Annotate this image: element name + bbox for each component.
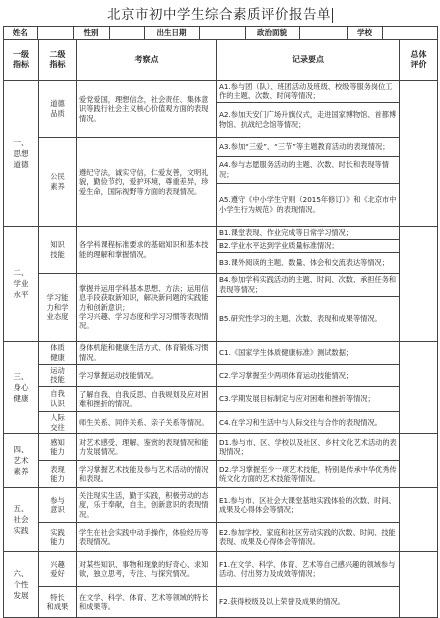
record-point: D1.参与市、区、学校以及社区、乡村文化艺术活动的表现情况； [217, 434, 400, 461]
sub-indicator: 自我 认识 [39, 387, 77, 412]
record-point: B5.研究性学习的主题、次数、表现和成果等情况。 [217, 296, 400, 341]
assessment-points: 身体机能和健康生活方式、体育锻炼习惯情况。 [77, 341, 217, 364]
assessment-points: 关注现实生活，勤于实践，积极劳动的态度，乐于奉献，自主，创新意识的表现情况。 [77, 488, 217, 523]
record-point: A1.参与团（队）、班团活动及班级、校级等服务岗位工作的主题、次数、时间等情况； [217, 81, 400, 103]
sub-indicator: 学习能 力和学 业态度 [39, 273, 77, 341]
table-row [4, 523, 438, 552]
table-row [4, 587, 438, 618]
header-row [4, 40, 438, 81]
overall-evaluation-cell[interactable] [400, 226, 438, 341]
assessment-points: 对艺术感受、理解、鉴赏的表现情况和能力发展情况。 [77, 434, 217, 461]
school-value[interactable] [382, 27, 437, 39]
table-row [4, 387, 438, 412]
record-point: E1.参与市、区社会大课堂基地实践体验的次数、时间、成果及心得体会等情况； [217, 488, 400, 523]
assessment-points: 学习掌握运动技能情况。 [77, 364, 217, 386]
sub-indicator: 人际 交往 [39, 412, 77, 434]
overall-evaluation-cell[interactable] [400, 81, 438, 227]
evaluation-table [3, 26, 438, 618]
info-row [4, 27, 438, 40]
table-row [4, 226, 438, 239]
record-point: A2.参加天安门广场升旗仪式，走进国家博物馆、首都博物馆、抗战纪念馆等情况； [217, 102, 400, 137]
assessment-points: 掌握并运用学科基本思想、方法；运用信息手段获取新知识，解决新问题的实践能力和创新意识； 学习兴趣、学习态度和学习习惯等表现情况。 [77, 273, 217, 341]
assessment-points: 爱党爱国，理想信念，社会责任、集体意识等践行社会主义核心价值观方面的表现情况。 [77, 81, 217, 138]
record-point: C1.《国家学生体质健康标准》测试数据； [217, 341, 400, 364]
assessment-points: 各学科课程标准要求的基础知识和基本技能的理解和掌握情况。 [77, 226, 217, 273]
header-records: 记录要点 [217, 40, 400, 81]
assessment-points: 对某些知识、事物和现象的好奇心、求知欲，独立思考，专注、与探究情况。 [77, 552, 217, 587]
sub-indicator: 参与 意识 [39, 488, 77, 523]
politics-value[interactable] [299, 27, 347, 39]
record-point: B2.学业水平达到学业质量标准情况； [217, 239, 400, 252]
table-row [4, 552, 438, 587]
record-point: A4.参与志愿服务活动的主题、次数、时长和表现等情况； [217, 156, 400, 183]
sub-indicator: 兴趣 爱好 [39, 552, 77, 587]
section-name: 六、 个性 发展 [4, 552, 39, 618]
section-name: 三、 身心 健康 [4, 341, 39, 433]
record-point: C2.学习掌握至少两项体育运动技能情况； [217, 364, 400, 386]
table-row [4, 364, 438, 386]
header-overall: 总体 评价 [400, 40, 438, 81]
assessment-points: 遵纪守法，诚实守信，仁爱友善，文明礼貌，勤俭节约，爱护环境，尊重差异，珍爱生命，国际视野等方面的表现情况。 [77, 137, 217, 226]
overall-evaluation-cell[interactable] [400, 341, 438, 433]
table-row [4, 461, 438, 488]
section-name: 二、 学业 水平 [4, 226, 39, 341]
section-name: 一、 思想 道德 [4, 81, 39, 227]
record-point: A3.参加“三爱”、“三节”等主题教育活动的表现情况； [217, 137, 400, 156]
section-name: 五、 社会 实践 [4, 488, 39, 552]
text-cursor [332, 8, 333, 23]
header-l1: 一级 指标 [4, 40, 39, 81]
record-point: A5.遵守《中小学生守则（2015年修订）》和《北京市中小学生行为规范》的表现情况。 [217, 183, 400, 226]
sub-indicator: 特长 和成果 [39, 587, 77, 618]
header-l2: 二级 指标 [39, 40, 77, 81]
record-point: B1.课堂表现、作业完成等日常学习情况； [217, 226, 400, 239]
gender-value[interactable] [109, 27, 144, 39]
table-row [4, 137, 438, 156]
table-row [4, 81, 438, 103]
record-point: B4.参加学科实践活动的主题、时间、次数、承担任务和表现等情况； [217, 273, 400, 296]
sub-indicator: 实践 能力 [39, 523, 77, 552]
table-row [4, 341, 438, 364]
birth-value[interactable] [199, 27, 245, 39]
record-point: B3.课外阅读的主题、数量、体会和交流表达等情况； [217, 252, 400, 273]
table-row [4, 434, 438, 461]
record-point: F1.在文学、科学、体育、艺术等自己感兴趣的领域参与活动、付出努力及成效等情况； [217, 552, 400, 587]
assessment-points: 在文学、科学、体育、艺术等领域的特长和成果等。 [77, 587, 217, 618]
school-label: 学校 [347, 27, 382, 39]
record-point: F2.获得校级及以上荣誉及成果的情况。 [217, 587, 400, 618]
table-row [4, 488, 438, 523]
sub-indicator: 表现 能力 [39, 461, 77, 488]
assessment-points: 师生关系、同伴关系、亲子关系等情况。 [77, 412, 217, 434]
assessment-points: 学生在社会实践中动手操作，体验经历等表现情况。 [77, 523, 217, 552]
sub-indicator: 公民 素养 [39, 137, 77, 226]
record-point: C4.在学习和生活中与人际交往与合作的表现情况。 [217, 412, 400, 434]
header-points: 考察点 [77, 40, 217, 81]
sub-indicator: 知识 技能 [39, 226, 77, 273]
sub-indicator: 道德 品质 [39, 81, 77, 138]
record-point: C3.学期发展目标制定与应对困难和挫折等情况； [217, 387, 400, 412]
table-row [4, 412, 438, 434]
birth-label: 出生日期 [144, 27, 199, 39]
politics-label: 政治面貌 [245, 27, 299, 39]
overall-evaluation-cell[interactable] [400, 488, 438, 552]
assessment-points: 了解自我、自我反思、自我规划及应对困难和挫折的情况。 [77, 387, 217, 412]
section-name: 四、 艺术 素养 [4, 434, 39, 488]
table-row [4, 273, 438, 296]
record-point: D2.学习掌握至少一项艺术技能，特别是传承中华优秀传统文化方面的艺术技能等情况。 [217, 461, 400, 488]
name-label: 姓名 [4, 27, 37, 39]
gender-label: 性别 [73, 27, 109, 39]
overall-evaluation-cell[interactable] [400, 434, 438, 488]
sub-indicator: 体质 健康 [39, 341, 77, 364]
overall-evaluation-cell[interactable] [400, 552, 438, 618]
page-title [0, 4, 440, 26]
assessment-points: 学习掌握艺术技能及参与艺术活动的情况和表现。 [77, 461, 217, 488]
title-text: 北京市初中学生综合素质评价报告单 [107, 7, 331, 23]
record-point: E2.参加学校、家庭和社区劳动实践的次数、时间、技能表现、成果及心得体会等情况。 [217, 523, 400, 552]
name-value[interactable] [37, 27, 73, 39]
sub-indicator: 感知 能力 [39, 434, 77, 461]
sub-indicator: 运动 技能 [39, 364, 77, 386]
